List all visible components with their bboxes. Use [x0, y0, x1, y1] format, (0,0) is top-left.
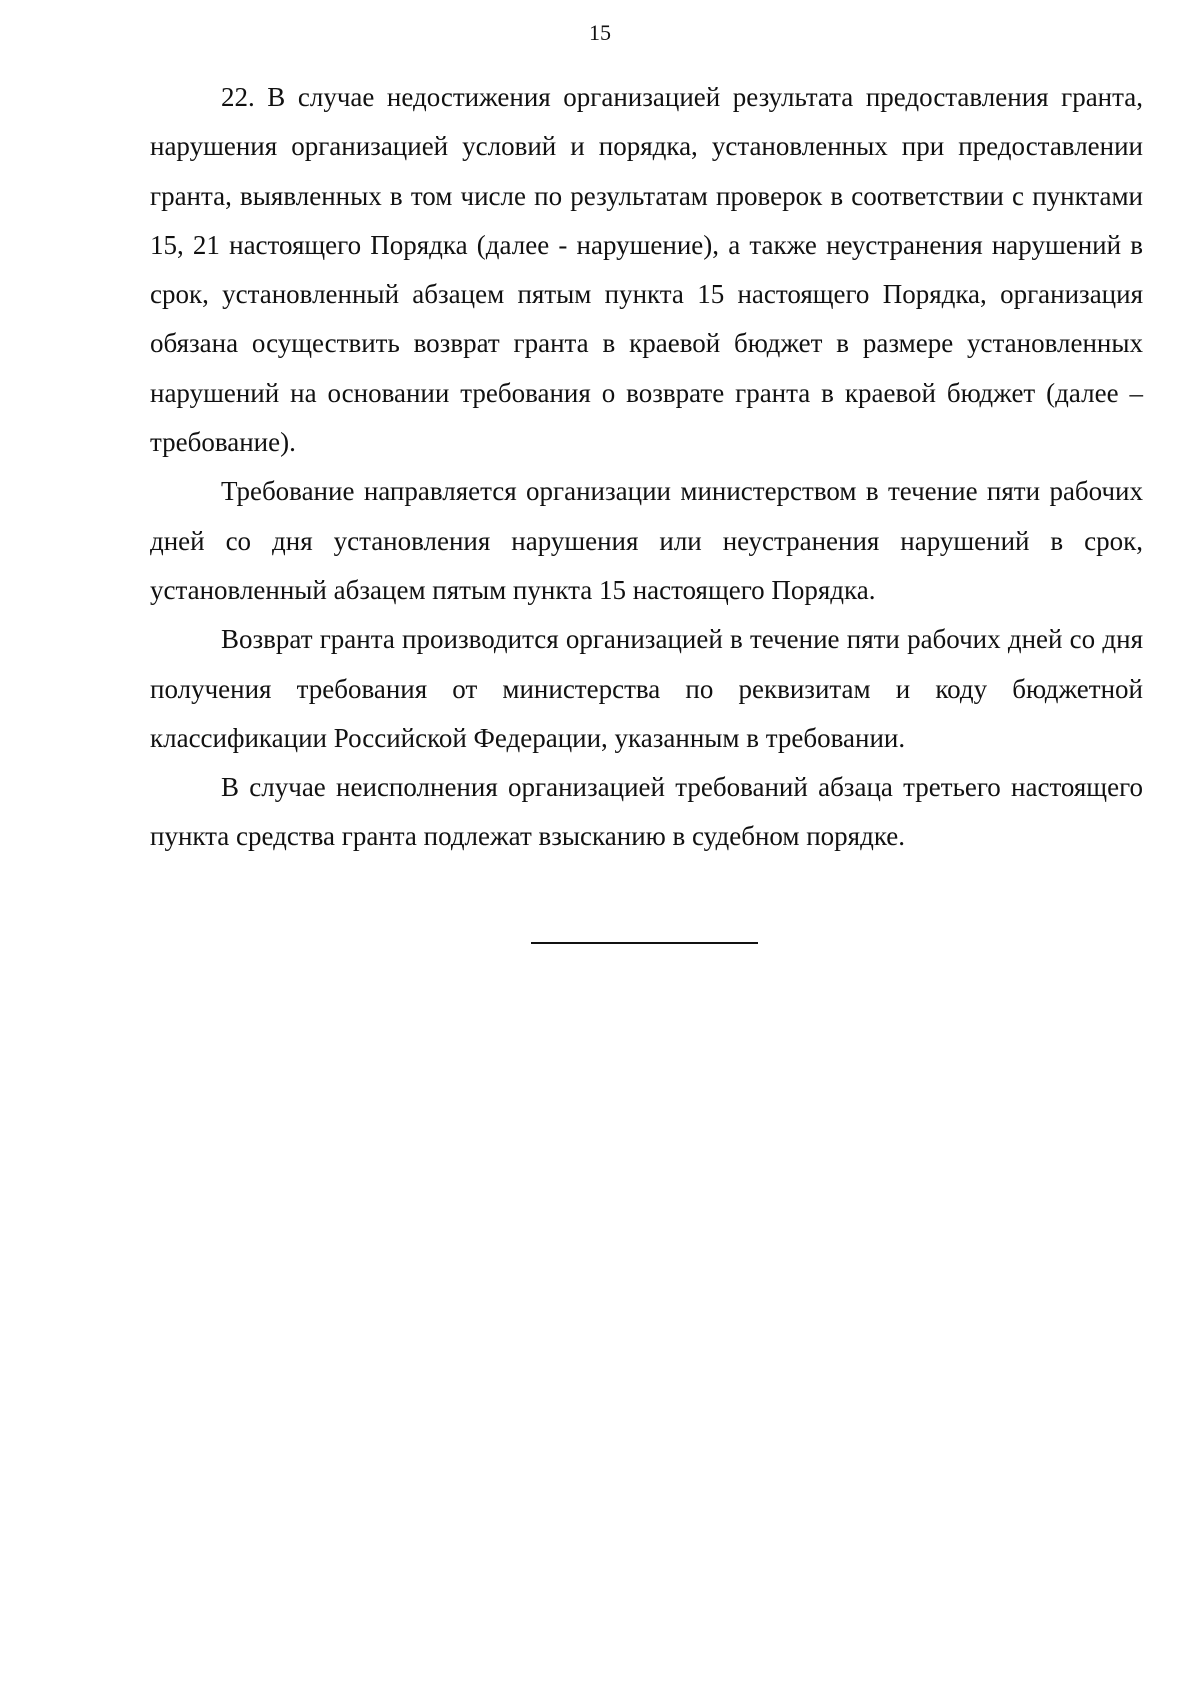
paragraph-court-recovery: В случае неисполнения организацией требований абзаца третьего настоящего пункта средства гранта подлежат взысканию в судебном порядке.: [150, 772, 1143, 852]
paragraph-requirement-sending: Требование направляется организации министерством в течение пяти рабочих дней со дня установления нарушения или неустранения нарушений в срок, установленный абзацем пятым пункта 15 настоящего Порядка.: [150, 476, 1143, 605]
end-separator-line: [531, 942, 758, 944]
paragraph-grant-return: Возврат гранта производится организацией в течение пяти рабочих дней со дня получения требования от министерства по реквизитам и коду бюджетной классификации Российской Федерации, указанным в требовании.: [150, 624, 1143, 753]
document-body: [150, 73, 1143, 862]
page-number: 15: [589, 20, 611, 45]
paragraph-item-22: 22. В случае недостижения организацией результата предоставления гранта, нарушения организацией условий и порядка, установленных при предоставлении гранта, выявленных в том числе по результатам проверок в соответствии с пунктами 15, 21 настоящего Порядка (далее - нарушение), а также неустранения нарушений в срок, установленный абзацем пятым пункта 15 настоящего Порядка, организация обязана осуществить возврат гранта в краевой бюджет в размере установленных нарушений на основании требования о возврате гранта в краевой бюджет (далее – требование).: [150, 82, 1143, 458]
